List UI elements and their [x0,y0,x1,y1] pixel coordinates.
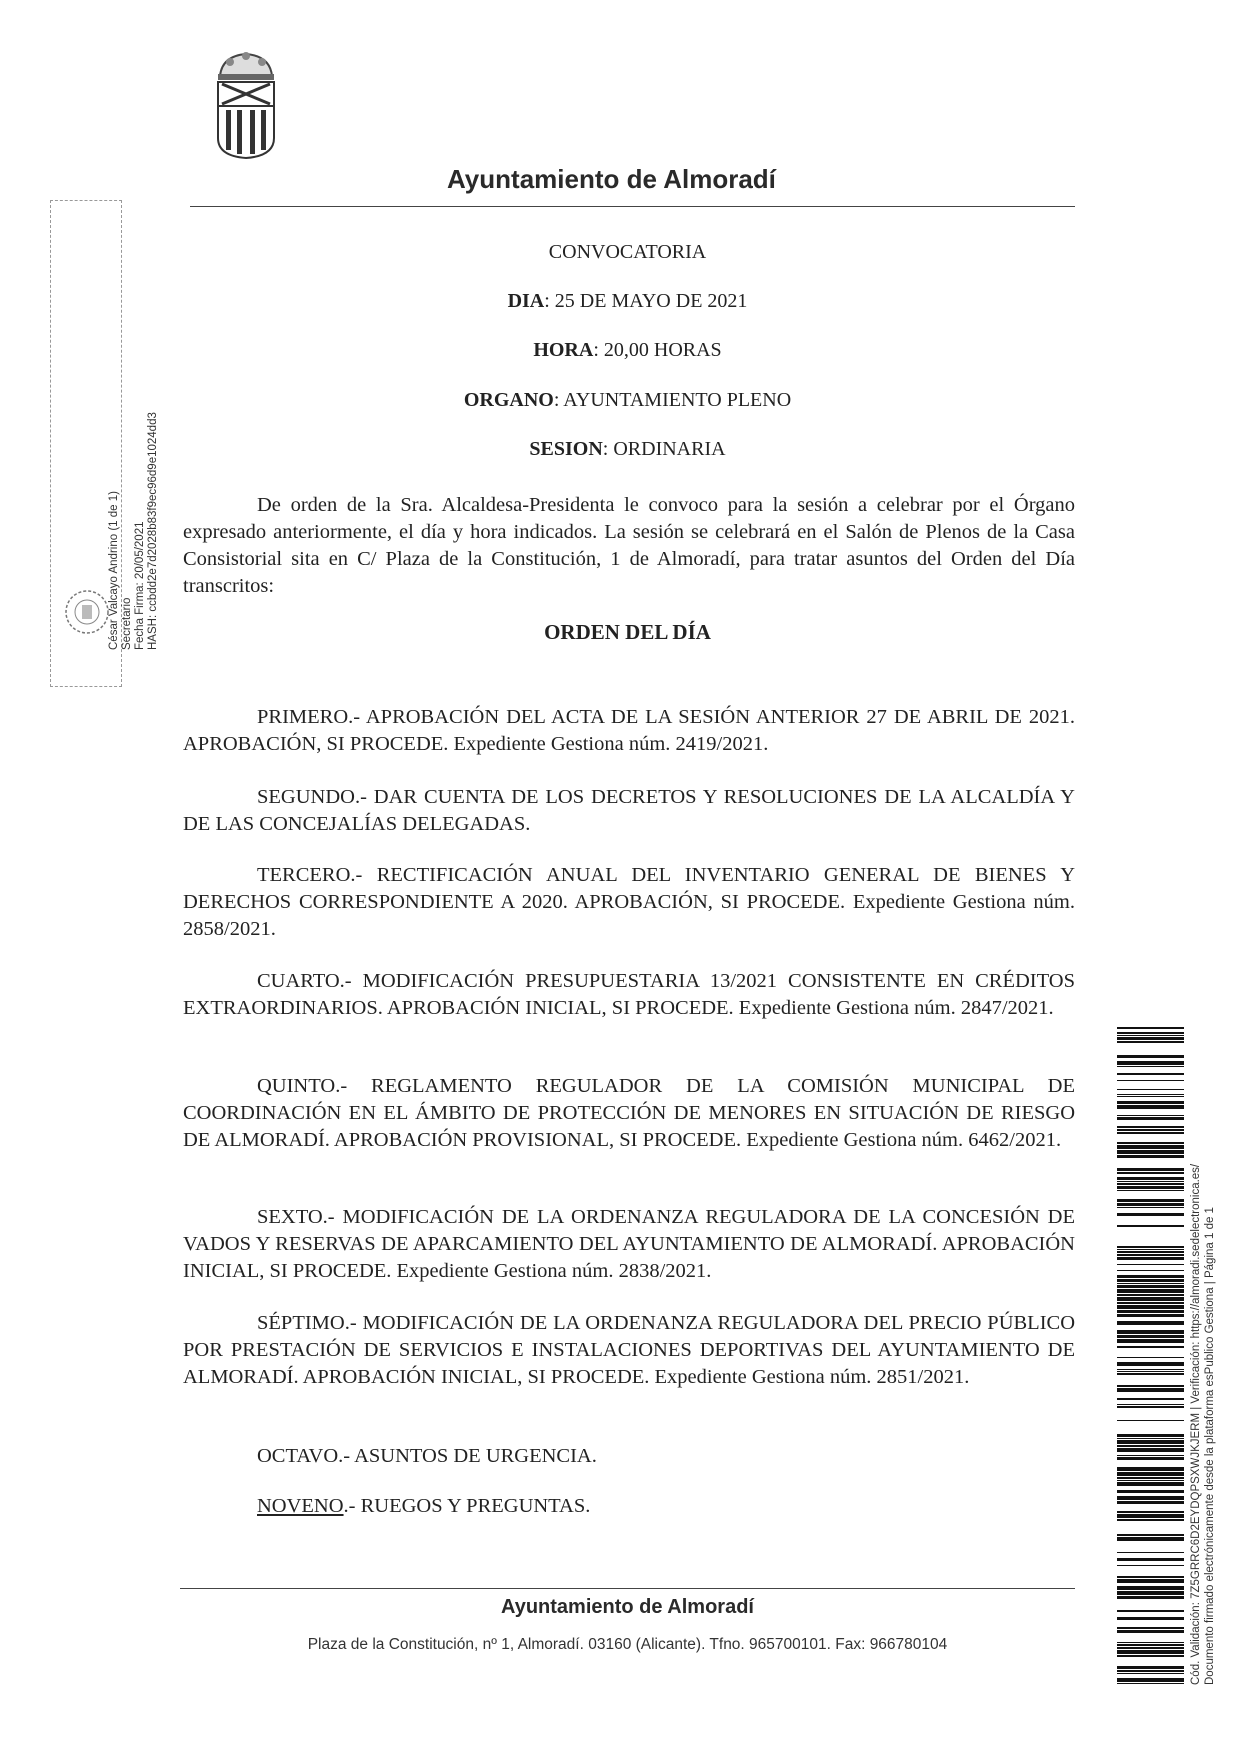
agenda-item-sexto [183,1204,1075,1285]
agenda-item-text: .- RUEGOS Y PREGUNTAS. [343,1495,591,1517]
intro-text: De orden de la Sra. Alcaldesa-Presidenta le convoco para la sesión a celebrar por el Órgano expresado anteriormente, el día y hora indicados. La sesión se celebrará en el Salón de Plenos de la Casa Consistorial sita en C/ Plaza de la Constitución, 1 de Almoradí, para tratar asuntos del Orden del Día transcritos: [183,494,1075,597]
signature-info [108,200,160,650]
agenda-item-segundo [183,784,1075,838]
sesion-label: SESION [529,438,603,460]
footer-divider [180,1588,1075,1589]
dia-value: : 25 DE MAYO DE 2021 [544,290,748,312]
agenda-item-primero [183,704,1075,758]
footer-address: Plaza de la Constitución, nº 1, Almoradí. 03160 (Alicante). Tfno. 965700101. Fax: 966780104 [307,1636,948,1653]
agenda-item-text: SEGUNDO.- DAR CUENTA DE LOS DECRETOS Y RESOLUCIONES DE LA ALCALDÍA Y DE LAS CONCEJALÍAS DELEGADAS. [183,786,1075,835]
signer-name: César Valcayo Andrino (1 de 1) [108,491,120,650]
agenda-item-tercero [183,862,1075,943]
dia-label: DIA [507,290,545,312]
validation-info [1189,1065,1217,1685]
validation-code: Cód. Validación: 7Z5GRRC6D2EYDQPSXWJKJERM | Verificación: https://almoradi.sedelectronica.es/ [1190,1163,1202,1685]
agenda-item-text: OCTAVO.- ASUNTOS DE URGENCIA. [257,1445,597,1467]
coat-of-arms-logo [210,48,282,160]
agenda-item-text: QUINTO.- REGLAMENTO REGULADOR DE LA COMISIÓN MUNICIPAL DE COORDINACIÓN EN EL ÁMBITO DE PROTECCIÓN DE MENORES EN SITUACIÓN DE RIESGO DE ALMORADÍ. APROBACIÓN PROVISIONAL, SI PROCEDE. Expediente Gestiona núm. 6462/2021. [183,1075,1075,1151]
signature-hash: HASH: ccbdd2e7d2028b83f9ec96d9e1024dd3 [147,412,159,650]
convocatoria-title: CONVOCATORIA [548,241,707,263]
agenda-item-text: PRIMERO.- APROBACIÓN DEL ACTA DE LA SESIÓN ANTERIOR 27 DE ABRIL DE 2021. APROBACIÓN, SI PROCEDE. Expediente Gestiona núm. 2419/2021. [183,706,1075,755]
agenda-item-cuarto [183,968,1075,1022]
agenda-item-text: CUARTO.- MODIFICACIÓN PRESUPUESTARIA 13/2021 CONSISTENTE EN CRÉDITOS EXTRAORDINARIOS. APROBACIÓN INICIAL, SI PROCEDE. Expediente Gestiona núm. 2847/2021. [183,970,1075,1019]
sesion-line [180,438,1075,461]
barcode [1117,1027,1184,1685]
footer-org-name: Ayuntamiento de Almoradí [501,1596,754,1618]
agenda-item-text: SEXTO.- MODIFICACIÓN DE LA ORDENANZA REGULADORA DE LA CONCESIÓN DE VADOS Y RESERVAS DE APARCAMIENTO DEL AYUNTAMIENTO DE ALMORADÍ. APROBACIÓN INICIAL, SI PROCEDE. Expediente Gestiona núm. 2838/2021. [183,1206,1075,1282]
validation-note: Documento firmado electrónicamente desde la plataforma esPublico Gestiona | Página 1 de 1 [1204,1207,1216,1685]
agenda-item-septimo [183,1310,1075,1391]
hora-value: : 20,00 HORAS [593,339,722,361]
intro-paragraph [183,492,1075,600]
agenda-item-noveno [183,1493,1075,1520]
signature-date: Fecha Firma: 20/05/2021 [134,521,146,650]
organo-label: ORGANO [463,389,554,411]
agenda-item-quinto [183,1073,1075,1154]
agenda-item-text: SÉPTIMO.- MODIFICACIÓN DE LA ORDENANZA REGULADORA DEL PRECIO PÚBLICO POR PRESTACIÓN DE SERVICIOS E INSTALACIONES DEPORTIVAS DEL AYUNTAMIENTO DE ALMORADÍ. APROBACIÓN INICIAL, SI PROCEDE. Expediente Gestiona núm. 2851/2021. [183,1312,1075,1388]
agenda-item-octavo [183,1443,1075,1470]
official-seal-icon [63,588,111,636]
organo-line [180,389,1075,412]
organo-value: : AYUNTAMIENTO PLENO [553,389,792,411]
signer-role: Secretario [121,597,133,650]
dia-line [180,290,1075,313]
hora-label: HORA [533,339,594,361]
header-org-name: Ayuntamiento de Almoradí [447,164,776,194]
header-divider [190,206,1075,207]
hora-line [180,339,1075,362]
orden-del-dia-title: ORDEN DEL DÍA [544,620,711,644]
agenda-item-label: NOVENO [257,1495,344,1517]
agenda-item-text: TERCERO.- RECTIFICACIÓN ANUAL DEL INVENTARIO GENERAL DE BIENES Y DERECHOS CORRESPONDIENTE A 2020. APROBACIÓN, SI PROCEDE. Expediente Gestiona núm. 2858/2021. [183,864,1075,940]
sesion-value: : ORDINARIA [602,438,726,460]
